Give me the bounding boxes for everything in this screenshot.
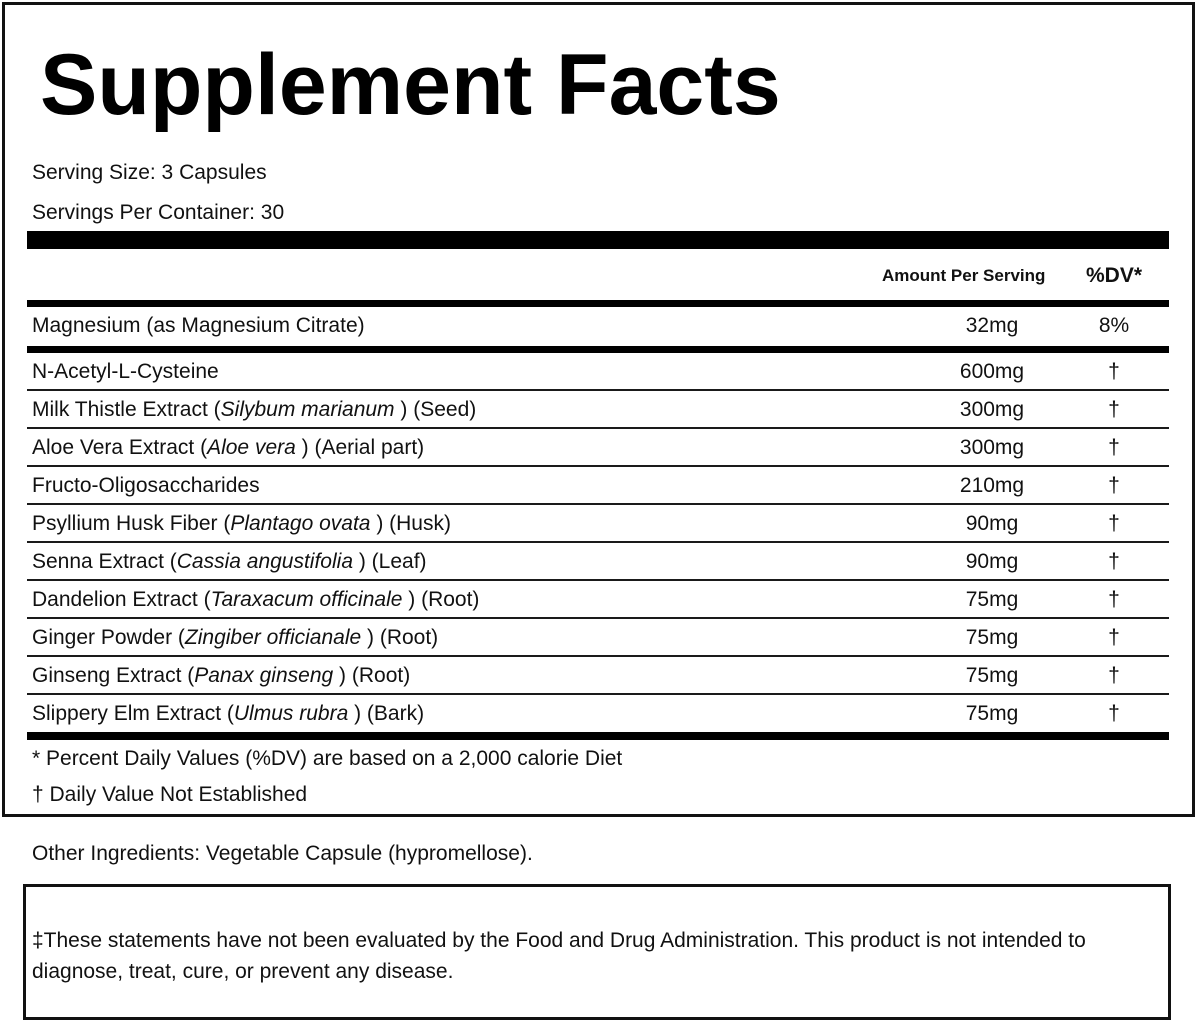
amount-per-serving: 300mg — [959, 436, 1025, 459]
thick-divider — [27, 346, 1169, 353]
amount-per-serving: 90mg — [965, 512, 1019, 535]
plant-part: ) (Seed) — [394, 398, 477, 421]
thick-divider-top — [27, 231, 1169, 249]
divider-under-header — [27, 300, 1169, 307]
amount-per-serving-header: Amount Per Serving — [882, 266, 1046, 285]
nutrient-name — [32, 360, 219, 384]
nutrient-row — [27, 430, 1169, 468]
daily-value: † — [1108, 360, 1120, 383]
nutrient-name — [32, 588, 479, 612]
amount-per-serving: 600mg — [959, 360, 1025, 383]
panel-title: Supplement Facts — [40, 37, 781, 133]
nutrient-label: Ginseng Extract ( — [32, 664, 195, 687]
nutrient-row — [27, 582, 1169, 620]
daily-value: † — [1108, 702, 1120, 725]
nutrient-name — [32, 436, 424, 460]
nutrient-name — [32, 626, 438, 650]
plant-part: ) (Root) — [402, 588, 480, 611]
botanical-name: Zingiber officianale — [184, 626, 362, 649]
amount-per-serving: 75mg — [965, 702, 1019, 725]
plant-part: ) (Aerial part) — [295, 436, 425, 459]
nutrient-label: Milk Thistle Extract ( — [32, 398, 221, 421]
nutrient-name — [32, 702, 424, 726]
nutrient-name — [32, 512, 451, 536]
plant-part: ) (Bark) — [348, 702, 425, 725]
amount-per-serving: 32mg — [965, 314, 1019, 337]
nutrient-row — [27, 308, 1169, 346]
nutrient-name — [32, 550, 427, 574]
nutrient-label: N-Acetyl-L-Cysteine — [32, 360, 219, 383]
nutrient-name — [32, 664, 410, 688]
fda-disclaimer-box — [23, 884, 1171, 1020]
botanical-name: Aloe vera — [207, 436, 296, 459]
daily-value: † — [1108, 588, 1120, 611]
amount-per-serving: 75mg — [965, 588, 1019, 611]
nutrient-row — [27, 468, 1169, 506]
amount-per-serving: 210mg — [959, 474, 1025, 497]
daily-value: † — [1108, 436, 1120, 459]
other-ingredients: Other Ingredients: Vegetable Capsule (hypromellose). — [32, 842, 533, 865]
botanical-name: Taraxacum officinale — [210, 588, 403, 611]
nutrient-label: Ginger Powder ( — [32, 626, 185, 649]
nutrient-name — [32, 474, 260, 498]
botanical-name: Silybum marianum — [220, 398, 395, 421]
nutrient-row — [27, 354, 1169, 392]
botanical-name: Panax ginseng — [194, 664, 334, 687]
amount-per-serving: 75mg — [965, 626, 1019, 649]
fda-disclaimer-text: ‡These statements have not been evaluated by the Food and Drug Administration. This product is not intended to diagnose, treat, cure, or prevent any disease. — [32, 929, 1086, 983]
servings-per-container: Servings Per Container: 30 — [32, 201, 285, 224]
daily-value: † — [1108, 550, 1120, 573]
nutrient-name — [32, 314, 365, 338]
row-divider — [27, 693, 1169, 695]
daily-value: † — [1108, 626, 1120, 649]
nutrient-row — [27, 696, 1169, 734]
daily-value-header: %DV* — [1086, 264, 1143, 287]
nutrient-label: Aloe Vera Extract ( — [32, 436, 208, 459]
row-divider — [27, 655, 1169, 657]
row-divider — [27, 427, 1169, 429]
nutrient-row — [27, 658, 1169, 696]
dv-footnote: * Percent Daily Values (%DV) are based on a 2,000 calorie Diet — [32, 747, 623, 770]
nutrient-row — [27, 506, 1169, 544]
row-divider — [27, 579, 1169, 581]
plant-part: ) (Husk) — [370, 512, 451, 535]
serving-size: Serving Size: 3 Capsules — [32, 161, 267, 184]
plant-part: ) (Root) — [361, 626, 439, 649]
row-divider — [27, 389, 1169, 391]
botanical-name: Plantago ovata — [230, 512, 371, 535]
nutrient-label: Psyllium Husk Fiber ( — [32, 512, 231, 535]
daily-value: † — [1108, 512, 1120, 535]
daily-value: † — [1108, 474, 1120, 497]
nutrient-row — [27, 620, 1169, 658]
row-divider — [27, 541, 1169, 543]
nutrient-label: Senna Extract ( — [32, 550, 177, 573]
botanical-name: Ulmus rubra — [233, 702, 349, 725]
thick-divider-bottom — [27, 732, 1169, 740]
daily-value: † — [1108, 398, 1120, 421]
amount-per-serving: 90mg — [965, 550, 1019, 573]
nutrient-name — [32, 398, 476, 422]
row-divider — [27, 503, 1169, 505]
row-divider — [27, 465, 1169, 467]
daily-value: 8% — [1098, 314, 1130, 337]
nutrient-label: Fructo-Oligosaccharides — [32, 474, 260, 497]
nutrient-label: Slippery Elm Extract ( — [32, 702, 234, 725]
plant-part: ) (Leaf) — [353, 550, 427, 573]
nutrient-label: Dandelion Extract ( — [32, 588, 211, 611]
nutrient-label: Magnesium (as Magnesium Citrate) — [32, 314, 365, 337]
dagger-footnote: † Daily Value Not Established — [32, 783, 308, 806]
plant-part: ) (Root) — [333, 664, 411, 687]
row-divider — [27, 617, 1169, 619]
botanical-name: Cassia angustifolia — [176, 550, 353, 573]
amount-per-serving: 75mg — [965, 664, 1019, 687]
amount-per-serving: 300mg — [959, 398, 1025, 421]
nutrient-row — [27, 392, 1169, 430]
nutrient-row — [27, 544, 1169, 582]
daily-value: † — [1108, 664, 1120, 687]
